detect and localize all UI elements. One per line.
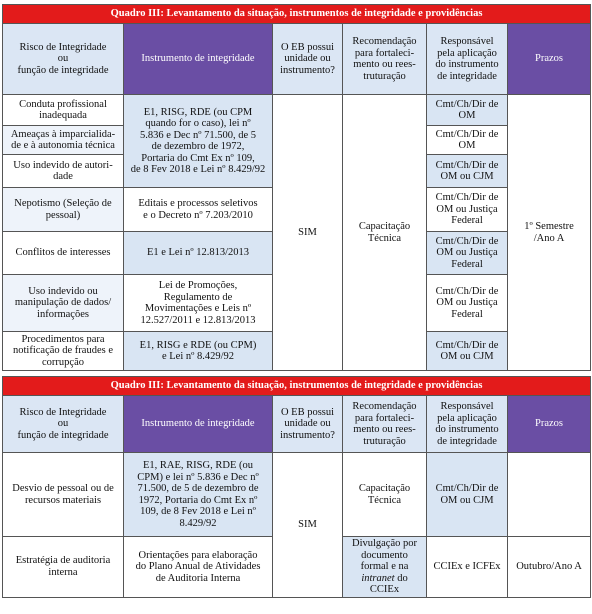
risk-cell: Uso indevido ou manipulação de dados/ informações bbox=[3, 275, 124, 332]
instrument-cell: Orientações para elaboração do Plano Anual de Atividades de Auditoria Interna bbox=[124, 537, 273, 598]
header-recommendation: Recomendação para fortaleci- mento ou rees- truturação bbox=[343, 24, 427, 95]
responsible-cell: Cmt/Ch/Dir de OM ou Justiça Federal bbox=[427, 188, 508, 232]
table-title: Quadro III: Levantamento da situação, instrumentos de integridade e providências bbox=[3, 5, 591, 24]
risk-cell: Ameaças à imparcialida- de e à autonomia técnica bbox=[3, 126, 124, 155]
header-risk: Risco de Integridade ou função de integridade bbox=[3, 396, 124, 453]
instrument-cell: Editais e processos seletivos e o Decreto nº 7.203/2010 bbox=[124, 188, 273, 232]
header-responsible: Responsável pela aplicação do instrumento de integridade bbox=[427, 24, 508, 95]
header-eb: O EB possui unidade ou instrumento? bbox=[273, 396, 343, 453]
header-deadline: Prazos bbox=[508, 24, 591, 95]
table-title: Quadro III: Levantamento da situação, instrumentos de integridade e providências bbox=[3, 377, 591, 396]
responsible-cell: CCIEx e ICFEx bbox=[427, 537, 508, 598]
header-risk: Risco de Integridade ou função de integridade bbox=[3, 24, 124, 95]
header-eb: O EB possui unidade ou instrumento? bbox=[273, 24, 343, 95]
recommendation-cell bbox=[343, 537, 427, 598]
recommendation-cell: Capacitação Técnica bbox=[343, 95, 427, 371]
header-deadline: Prazos bbox=[508, 396, 591, 453]
recommendation-text: Divulgação por documento formal e na bbox=[351, 538, 418, 572]
deadline-cell: 1º Semestre /Ano A bbox=[508, 95, 591, 371]
recommendation-cell: Capacitação Técnica bbox=[343, 453, 427, 537]
instrument-cell: E1, RAE, RISG, RDE (ou CPM) e lei nº 5.836 e Dec nº 71.500, de 5 de dezembro de 1972, Portaria do Cmt Ex nº 109, de 8 Fev 2018 e Lei nº 8.429/92 bbox=[124, 453, 273, 537]
responsible-cell: Cmt/Ch/Dir de OM ou CJM bbox=[427, 332, 508, 371]
risk-cell: Estratégia de auditoria interna bbox=[3, 537, 124, 598]
responsible-cell: Cmt/Ch/Dir de OM ou Justiça Federal bbox=[427, 275, 508, 332]
instrument-cell: E1, RISG e RDE (ou CPM) e Lei nº 8.429/92 bbox=[124, 332, 273, 371]
responsible-cell: Cmt/Ch/Dir de OM bbox=[427, 126, 508, 155]
quadro-iii-table-1 bbox=[2, 4, 591, 371]
risk-cell: Conflitos de interesses bbox=[3, 232, 124, 275]
responsible-cell: Cmt/Ch/Dir de OM ou CJM bbox=[427, 155, 508, 188]
risk-cell: Conduta profissional inadequada bbox=[3, 95, 124, 126]
header-instrument: Instrumento de integridade bbox=[124, 396, 273, 453]
recommendation-italic: intranet bbox=[361, 572, 395, 584]
responsible-cell: Cmt/Ch/Dir de OM ou Justiça Federal bbox=[427, 232, 508, 275]
eb-cell: SIM bbox=[273, 95, 343, 371]
deadline-cell: Outubro/Ano A bbox=[508, 537, 591, 598]
instrument-cell: E1 e Lei nº 12.813/2013 bbox=[124, 232, 273, 275]
responsible-cell: Cmt/Ch/Dir de OM ou CJM bbox=[427, 453, 508, 537]
header-recommendation: Recomendação para fortaleci- mento ou rees- truturação bbox=[343, 396, 427, 453]
header-instrument: Instrumento de integridade bbox=[124, 24, 273, 95]
table-row bbox=[3, 95, 591, 126]
header-responsible: Responsável pela aplicação do instrumento de integridade bbox=[427, 396, 508, 453]
quadro-iii-table-2 bbox=[2, 376, 591, 598]
responsible-cell: Cmt/Ch/Dir de OM bbox=[427, 95, 508, 126]
risk-cell: Nepotismo (Seleção de pessoal) bbox=[3, 188, 124, 232]
risk-cell: Uso indevido de autori- dade bbox=[3, 155, 124, 188]
table-row bbox=[3, 453, 591, 537]
instrument-cell: Lei de Promoções, Regulamento de Movimentações e Leis nº 12.527/2011 e 12.813/2013 bbox=[124, 275, 273, 332]
risk-cell: Procedimentos para notificação de fraudes e corrupção bbox=[3, 332, 124, 371]
instrument-cell: E1, RISG, RDE (ou CPM quando for o caso), lei nº 5.836 e Dec nº 71.500, de 5 de dezembro de 1972, Portaria do Cmt Ex nº 109, de 8 Fev 2018 e Lei nº 8.429/92 bbox=[124, 95, 273, 188]
recommendation-text-end: do CCIEx bbox=[369, 572, 408, 595]
risk-cell: Desvio de pessoal ou de recursos materiais bbox=[3, 453, 124, 537]
deadline-cell bbox=[508, 453, 591, 537]
eb-cell: SIM bbox=[273, 453, 343, 598]
